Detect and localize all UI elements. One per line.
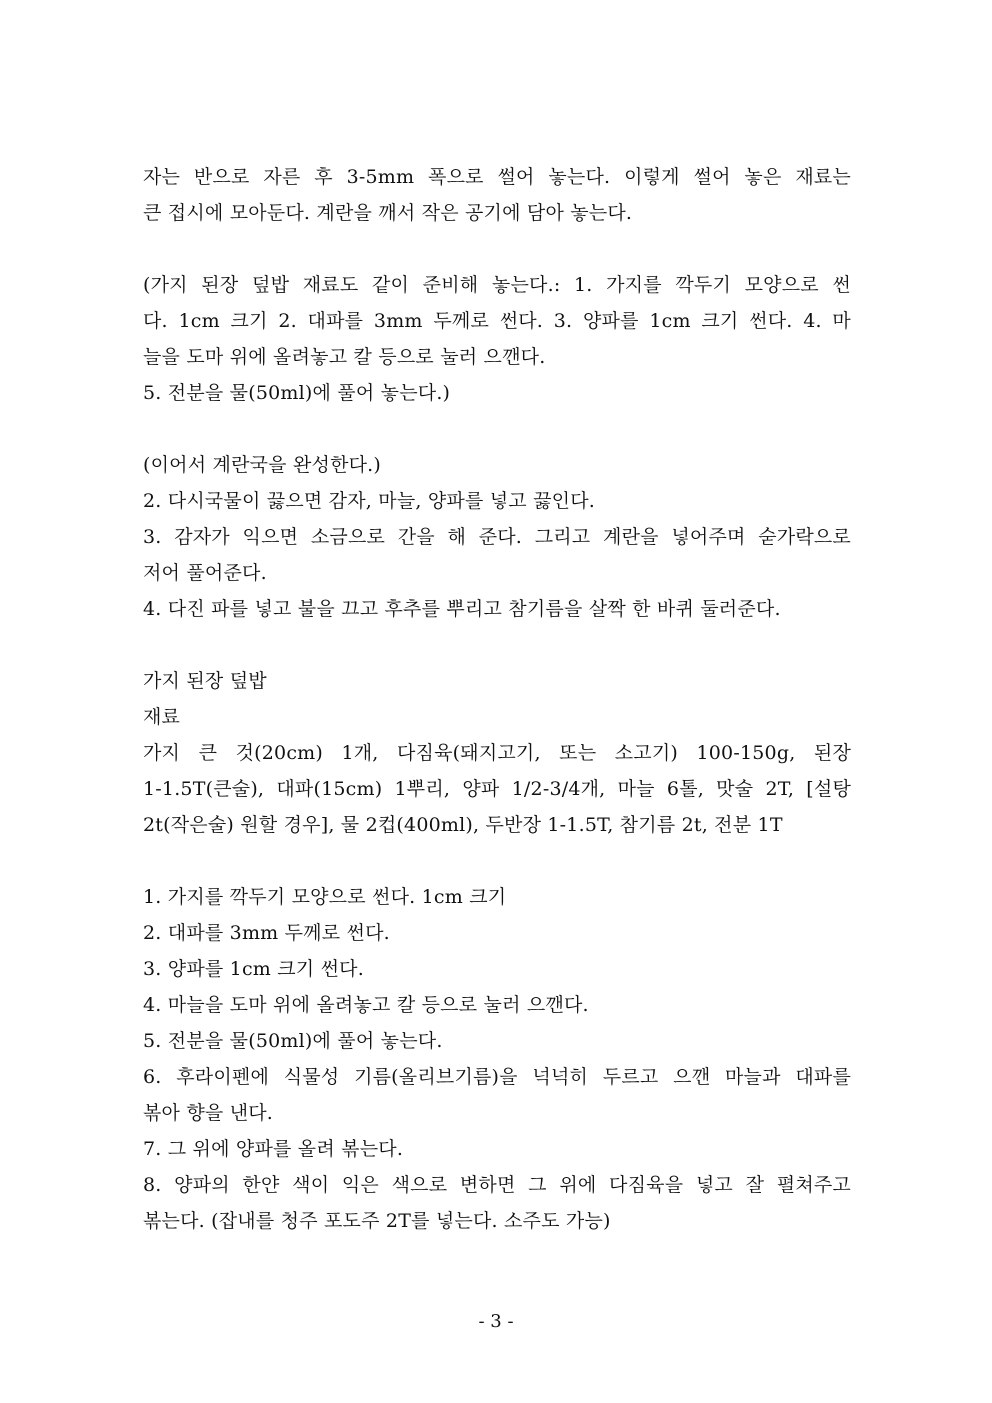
text-line: 2t(작은술) 원할 경우], 물 2컵(400ml), 두반장 1-1.5T, 참기름 2t, 전분 1T <box>143 814 783 836</box>
ingredients-heading: 재료 <box>143 706 181 728</box>
text-line: 6. 후라이펜에 식물성 기름(올리브기름)을 넉넉히 두르고 으깬 마늘과 대파를 <box>143 1066 851 1088</box>
text-line: (이어서 계란국을 완성한다.) <box>143 454 382 476</box>
paragraph-recipe-ingredients <box>143 663 851 843</box>
text-line: 1. 가지를 깍두기 모양으로 썬다. 1cm 크기 <box>143 886 507 908</box>
text-line: 큰 접시에 모아둔다. 계란을 깨서 작은 공기에 담아 놓는다. <box>143 202 633 224</box>
text-line: 5. 전분을 물(50ml)에 풀어 놓는다. <box>143 1030 443 1052</box>
document-body <box>143 159 851 1275</box>
paragraph-recipe-steps <box>143 879 851 1239</box>
text-line: 가지 큰 것(20cm) 1개, 다짐육(돼지고기, 또는 소고기) 100-150g, 된장 <box>143 742 851 764</box>
page-number: - 3 - <box>478 1311 514 1332</box>
paragraph-egg-soup-steps <box>143 447 851 627</box>
text-line: 8. 양파의 한얀 색이 익은 색으로 변하면 그 위에 다짐육을 넣고 잘 펼쳐주고 <box>143 1174 851 1196</box>
text-line: 다. 1cm 크기 2. 대파를 3mm 두께로 썬다. 3. 양파를 1cm 크기 썬다. 4. 마 <box>143 310 851 332</box>
text-line: 저어 풀어준다. <box>143 562 267 584</box>
text-line: 7. 그 위에 양파를 올려 볶는다. <box>143 1138 404 1160</box>
text-line: 4. 다진 파를 넣고 불을 끄고 후추를 뿌리고 참기름을 살짝 한 바퀴 둘러준다. <box>143 598 781 620</box>
text-line: 볶아 향을 낸다. <box>143 1102 274 1124</box>
text-line: 자는 반으로 자른 후 3-5mm 폭으로 썰어 놓는다. 이렇게 썰어 놓은 재료는 <box>143 166 851 188</box>
recipe-title: 가지 된장 덮밥 <box>143 670 267 692</box>
text-line: 늘을 도마 위에 올려놓고 칼 등으로 눌러 으깬다. <box>143 346 546 368</box>
text-line: 3. 양파를 1cm 크기 썬다. <box>143 958 364 980</box>
text-line: 4. 마늘을 도마 위에 올려놓고 칼 등으로 눌러 으깬다. <box>143 994 589 1016</box>
paragraph-prep <box>143 159 851 231</box>
text-line: 1-1.5T(큰술), 대파(15cm) 1뿌리, 양파 1/2-3/4개, 마늘 6톨, 맛술 2T, [설탕 <box>143 778 851 800</box>
text-line: (가지 된장 덮밥 재료도 같이 준비해 놓는다.: 1. 가지를 깍두기 모양으로 썬 <box>143 274 851 296</box>
paragraph-eggplant-prep-note <box>143 267 851 411</box>
text-line: 볶는다. (잡내를 청주 포도주 2T를 넣는다. 소주도 가능) <box>143 1210 611 1232</box>
text-line: 5. 전분을 물(50ml)에 풀어 놓는다.) <box>143 382 451 404</box>
text-line: 2. 다시국물이 끓으면 감자, 마늘, 양파를 넣고 끓인다. <box>143 490 596 512</box>
text-line: 3. 감자가 익으면 소금으로 간을 해 준다. 그리고 계란을 넣어주며 숟가락으로 <box>143 526 851 548</box>
text-line: 2. 대파를 3mm 두께로 썬다. <box>143 922 390 944</box>
